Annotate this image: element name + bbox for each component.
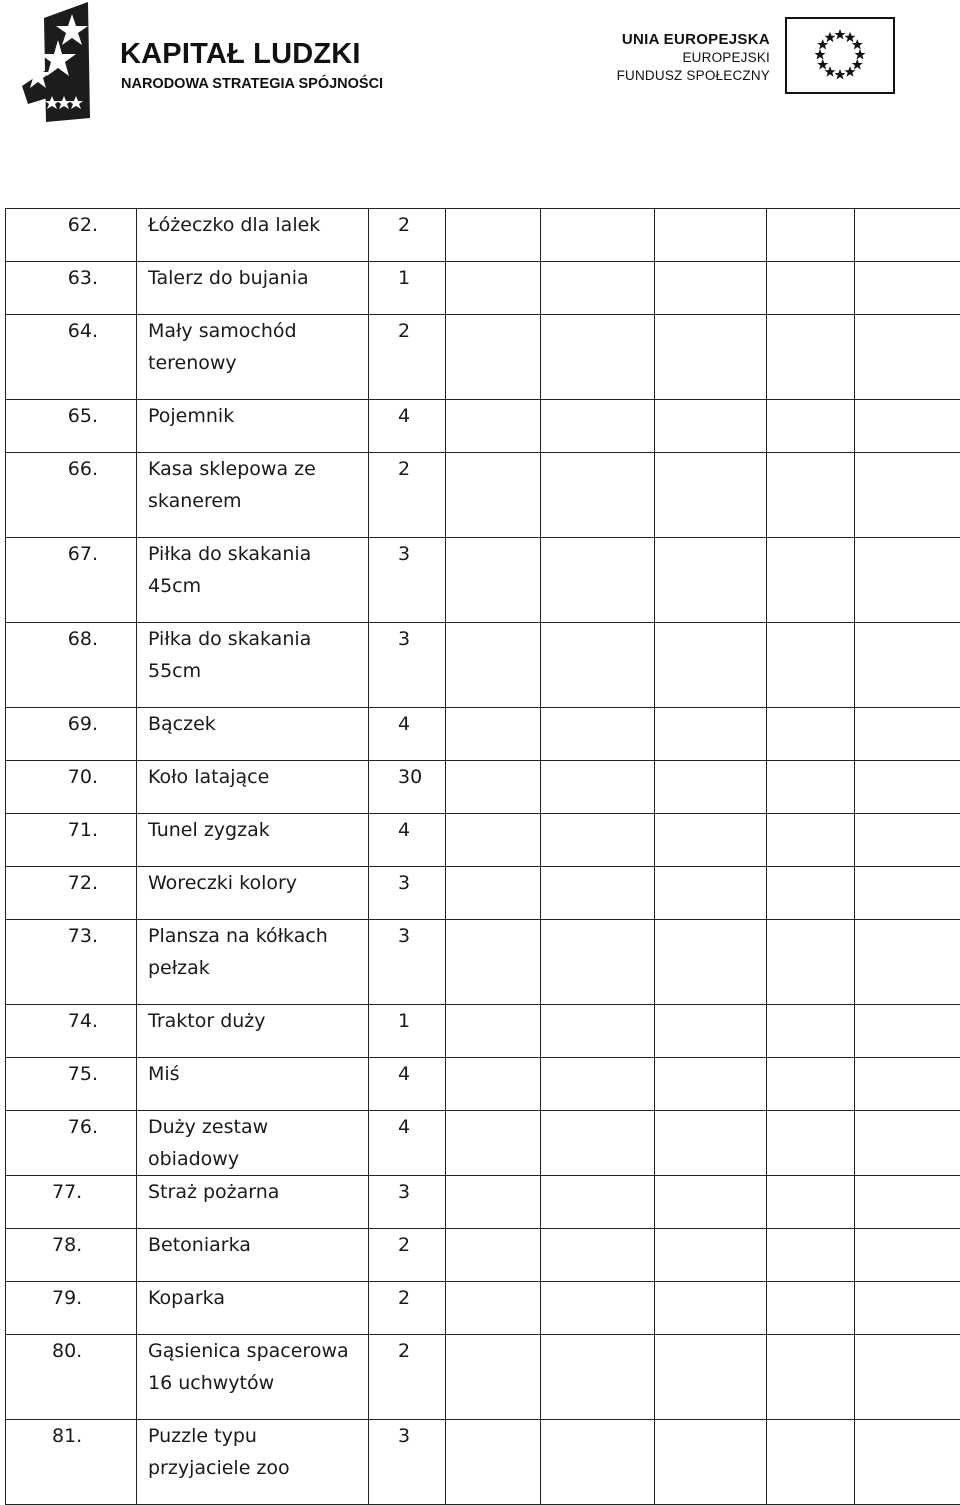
empty-cell — [446, 1229, 541, 1282]
row-number: 68. — [6, 623, 136, 655]
item-quantity: 4 — [369, 708, 445, 740]
item-quantity-cell — [369, 761, 446, 814]
row-number: 63. — [6, 262, 136, 294]
empty-cell — [767, 761, 855, 814]
empty-cell — [655, 1282, 767, 1335]
empty-cell — [855, 400, 960, 453]
table-row — [6, 1335, 960, 1420]
item-quantity: 4 — [369, 814, 445, 846]
item-quantity-cell — [369, 1176, 446, 1229]
empty-cell — [655, 708, 767, 761]
empty-cell — [855, 538, 960, 623]
row-number: 80. — [6, 1335, 136, 1367]
item-quantity: 2 — [369, 315, 445, 347]
item-quantity-cell — [369, 1420, 446, 1505]
empty-cell — [446, 209, 541, 262]
empty-cell — [855, 867, 960, 920]
empty-cell — [655, 1335, 767, 1420]
row-number-cell — [6, 761, 137, 814]
item-name-cell — [137, 1282, 369, 1335]
table-row — [6, 453, 960, 538]
item-quantity: 2 — [369, 453, 445, 485]
empty-cell — [446, 814, 541, 867]
empty-cell — [655, 1005, 767, 1058]
item-name-cell — [137, 209, 369, 262]
kapital-ludzki-subtitle: NARODOWA STRATEGIA SPÓJNOŚCI — [121, 76, 383, 92]
row-number: 78. — [6, 1229, 136, 1261]
eu-line-union: UNIA EUROPEJSKA — [617, 30, 770, 49]
empty-cell — [855, 1335, 960, 1420]
kapital-ludzki-logo-mark — [18, 0, 128, 124]
item-quantity: 30 — [369, 761, 445, 793]
empty-cell — [767, 814, 855, 867]
item-name: Betoniarka — [137, 1229, 368, 1261]
empty-cell — [541, 1176, 655, 1229]
empty-cell — [655, 814, 767, 867]
empty-cell — [855, 708, 960, 761]
item-name-cell — [137, 1111, 369, 1176]
item-quantity: 3 — [369, 920, 445, 952]
empty-cell — [446, 1335, 541, 1420]
item-name-cell — [137, 1176, 369, 1229]
empty-cell — [655, 1420, 767, 1505]
empty-cell — [541, 761, 655, 814]
empty-cell — [446, 315, 541, 400]
row-number: 71. — [6, 814, 136, 846]
item-name-cell — [137, 1229, 369, 1282]
row-number-cell — [6, 538, 137, 623]
item-quantity-cell — [369, 708, 446, 761]
table-row — [6, 1420, 960, 1505]
empty-cell — [855, 814, 960, 867]
empty-cell — [767, 315, 855, 400]
empty-cell — [855, 262, 960, 315]
row-number: 79. — [6, 1282, 136, 1314]
row-number-cell — [6, 920, 137, 1005]
empty-cell — [541, 708, 655, 761]
empty-cell — [855, 761, 960, 814]
item-name-cell — [137, 262, 369, 315]
empty-cell — [541, 920, 655, 1005]
item-quantity: 1 — [369, 1005, 445, 1037]
empty-cell — [541, 538, 655, 623]
row-number-cell — [6, 1176, 137, 1229]
item-name: Straż pożarna — [137, 1176, 368, 1208]
empty-cell — [446, 1005, 541, 1058]
row-number-cell — [6, 315, 137, 400]
table-row — [6, 761, 960, 814]
empty-cell — [541, 315, 655, 400]
item-name: Plansza na kółkach pełzak — [137, 920, 368, 984]
empty-cell — [855, 1176, 960, 1229]
empty-cell — [767, 1335, 855, 1420]
empty-cell — [767, 1420, 855, 1505]
row-number: 66. — [6, 453, 136, 485]
row-number: 70. — [6, 761, 136, 793]
item-quantity-cell — [369, 209, 446, 262]
empty-cell — [855, 1229, 960, 1282]
empty-cell — [655, 623, 767, 708]
item-name: Duży zestaw obiadowy — [137, 1111, 368, 1175]
empty-cell — [655, 400, 767, 453]
empty-cell — [655, 1176, 767, 1229]
table-row — [6, 1005, 960, 1058]
empty-cell — [446, 1058, 541, 1111]
page-header — [0, 0, 960, 140]
empty-cell — [767, 538, 855, 623]
empty-cell — [655, 315, 767, 400]
row-number-cell — [6, 262, 137, 315]
item-quantity-cell — [369, 814, 446, 867]
item-quantity: 4 — [369, 400, 445, 432]
empty-cell — [767, 867, 855, 920]
item-name: Talerz do bujania — [137, 262, 368, 294]
item-name: Koło latające — [137, 761, 368, 793]
row-number-cell — [6, 1229, 137, 1282]
item-name-cell — [137, 1005, 369, 1058]
item-name-cell — [137, 400, 369, 453]
empty-cell — [446, 1176, 541, 1229]
row-number: 69. — [6, 708, 136, 740]
row-number: 74. — [6, 1005, 136, 1037]
empty-cell — [767, 1111, 855, 1176]
item-name-cell — [137, 1420, 369, 1505]
row-number-cell — [6, 1420, 137, 1505]
empty-cell — [655, 1058, 767, 1111]
empty-cell — [855, 315, 960, 400]
item-name: Puzzle typu przyjaciele zoo — [137, 1420, 368, 1484]
empty-cell — [855, 453, 960, 538]
row-number-cell — [6, 867, 137, 920]
row-number: 76. — [6, 1111, 136, 1143]
table-row — [6, 315, 960, 400]
empty-cell — [446, 262, 541, 315]
item-name-cell — [137, 920, 369, 1005]
empty-cell — [767, 708, 855, 761]
table-row — [6, 538, 960, 623]
row-number: 65. — [6, 400, 136, 432]
row-number: 64. — [6, 315, 136, 347]
empty-cell — [541, 1229, 655, 1282]
row-number: 77. — [6, 1176, 136, 1208]
item-name-cell — [137, 814, 369, 867]
table-row — [6, 209, 960, 262]
item-name: Piłka do skakania 55cm — [137, 623, 368, 687]
row-number: 73. — [6, 920, 136, 952]
empty-cell — [767, 1005, 855, 1058]
empty-cell — [446, 761, 541, 814]
item-name-cell — [137, 761, 369, 814]
items-table-body — [6, 209, 960, 1505]
row-number-cell — [6, 814, 137, 867]
empty-cell — [655, 262, 767, 315]
item-quantity: 3 — [369, 623, 445, 655]
item-quantity: 4 — [369, 1058, 445, 1090]
row-number-cell — [6, 1058, 137, 1111]
empty-cell — [446, 708, 541, 761]
item-quantity: 2 — [369, 1229, 445, 1261]
empty-cell — [767, 209, 855, 262]
item-name: Łóżeczko dla lalek — [137, 209, 368, 241]
empty-cell — [767, 1176, 855, 1229]
empty-cell — [855, 1282, 960, 1335]
empty-cell — [446, 400, 541, 453]
item-quantity-cell — [369, 1335, 446, 1420]
empty-cell — [446, 867, 541, 920]
table-row — [6, 708, 960, 761]
empty-cell — [767, 1058, 855, 1111]
empty-cell — [446, 453, 541, 538]
row-number-cell — [6, 400, 137, 453]
item-quantity-cell — [369, 867, 446, 920]
empty-cell — [541, 209, 655, 262]
eu-line-european: EUROPEJSKI — [617, 49, 770, 67]
item-name-cell — [137, 623, 369, 708]
empty-cell — [767, 623, 855, 708]
empty-cell — [655, 761, 767, 814]
empty-cell — [541, 262, 655, 315]
empty-cell — [855, 209, 960, 262]
item-quantity: 3 — [369, 1420, 445, 1452]
item-quantity: 2 — [369, 209, 445, 241]
empty-cell — [541, 1335, 655, 1420]
table-row — [6, 867, 960, 920]
item-name-cell — [137, 538, 369, 623]
item-quantity: 2 — [369, 1335, 445, 1367]
eu-flag-icon — [785, 17, 895, 94]
table-row — [6, 920, 960, 1005]
empty-cell — [655, 1229, 767, 1282]
items-table — [5, 208, 960, 1505]
empty-cell — [446, 623, 541, 708]
empty-cell — [541, 1058, 655, 1111]
empty-cell — [446, 920, 541, 1005]
item-name-cell — [137, 1335, 369, 1420]
empty-cell — [541, 453, 655, 538]
empty-cell — [541, 814, 655, 867]
item-name: Gąsienica spacerowa 16 uchwytów — [137, 1335, 368, 1399]
kapital-ludzki-title: KAPITAŁ LUDZKI — [120, 38, 361, 71]
item-quantity-cell — [369, 400, 446, 453]
empty-cell — [446, 538, 541, 623]
table-row — [6, 400, 960, 453]
item-name: Bączek — [137, 708, 368, 740]
empty-cell — [767, 920, 855, 1005]
empty-cell — [855, 623, 960, 708]
empty-cell — [767, 453, 855, 538]
empty-cell — [767, 1229, 855, 1282]
item-quantity-cell — [369, 453, 446, 538]
item-quantity-cell — [369, 1282, 446, 1335]
row-number-cell — [6, 1282, 137, 1335]
empty-cell — [655, 920, 767, 1005]
item-quantity-cell — [369, 538, 446, 623]
row-number-cell — [6, 1335, 137, 1420]
row-number: 75. — [6, 1058, 136, 1090]
empty-cell — [855, 1111, 960, 1176]
eu-line-social-fund: FUNDUSZ SPOŁECZNY — [617, 67, 770, 85]
empty-cell — [541, 400, 655, 453]
item-quantity: 3 — [369, 867, 445, 899]
empty-cell — [541, 1420, 655, 1505]
empty-cell — [855, 1005, 960, 1058]
empty-cell — [855, 1420, 960, 1505]
row-number: 62. — [6, 209, 136, 241]
empty-cell — [541, 1111, 655, 1176]
item-quantity: 2 — [369, 1282, 445, 1314]
item-quantity: 3 — [369, 538, 445, 570]
empty-cell — [655, 453, 767, 538]
empty-cell — [767, 1282, 855, 1335]
table-row — [6, 1229, 960, 1282]
eu-logo-text — [617, 30, 770, 85]
table-row — [6, 1176, 960, 1229]
item-name-cell — [137, 315, 369, 400]
item-name: Koparka — [137, 1282, 368, 1314]
item-quantity-cell — [369, 315, 446, 400]
table-row — [6, 814, 960, 867]
empty-cell — [446, 1282, 541, 1335]
row-number: 72. — [6, 867, 136, 899]
table-row — [6, 1111, 960, 1176]
item-quantity-cell — [369, 1005, 446, 1058]
table-row — [6, 623, 960, 708]
item-name: Pojemnik — [137, 400, 368, 432]
row-number: 67. — [6, 538, 136, 570]
empty-cell — [855, 920, 960, 1005]
item-quantity-cell — [369, 623, 446, 708]
item-quantity-cell — [369, 1111, 446, 1176]
row-number-cell — [6, 1005, 137, 1058]
empty-cell — [446, 1111, 541, 1176]
item-quantity: 3 — [369, 1176, 445, 1208]
empty-cell — [767, 400, 855, 453]
item-quantity-cell — [369, 1229, 446, 1282]
empty-cell — [541, 867, 655, 920]
empty-cell — [655, 538, 767, 623]
item-name: Piłka do skakania 45cm — [137, 538, 368, 602]
row-number-cell — [6, 623, 137, 708]
item-name-cell — [137, 708, 369, 761]
item-name: Kasa sklepowa ze skanerem — [137, 453, 368, 517]
item-quantity: 1 — [369, 262, 445, 294]
item-name-cell — [137, 453, 369, 538]
table-row — [6, 262, 960, 315]
empty-cell — [541, 623, 655, 708]
row-number-cell — [6, 1111, 137, 1176]
empty-cell — [446, 1420, 541, 1505]
item-quantity-cell — [369, 920, 446, 1005]
item-name: Woreczki kolory — [137, 867, 368, 899]
row-number: 81. — [6, 1420, 136, 1452]
item-name-cell — [137, 1058, 369, 1111]
row-number-cell — [6, 209, 137, 262]
empty-cell — [767, 262, 855, 315]
empty-cell — [655, 209, 767, 262]
empty-cell — [655, 867, 767, 920]
item-name: Miś — [137, 1058, 368, 1090]
empty-cell — [541, 1005, 655, 1058]
row-number-cell — [6, 453, 137, 538]
table-row — [6, 1282, 960, 1335]
item-quantity-cell — [369, 1058, 446, 1111]
item-name: Traktor duży — [137, 1005, 368, 1037]
empty-cell — [541, 1282, 655, 1335]
item-quantity: 4 — [369, 1111, 445, 1143]
table-row — [6, 1058, 960, 1111]
item-name-cell — [137, 867, 369, 920]
row-number-cell — [6, 708, 137, 761]
item-quantity-cell — [369, 262, 446, 315]
empty-cell — [655, 1111, 767, 1176]
item-name: Mały samochód terenowy — [137, 315, 368, 379]
item-name: Tunel zygzak — [137, 814, 368, 846]
empty-cell — [855, 1058, 960, 1111]
